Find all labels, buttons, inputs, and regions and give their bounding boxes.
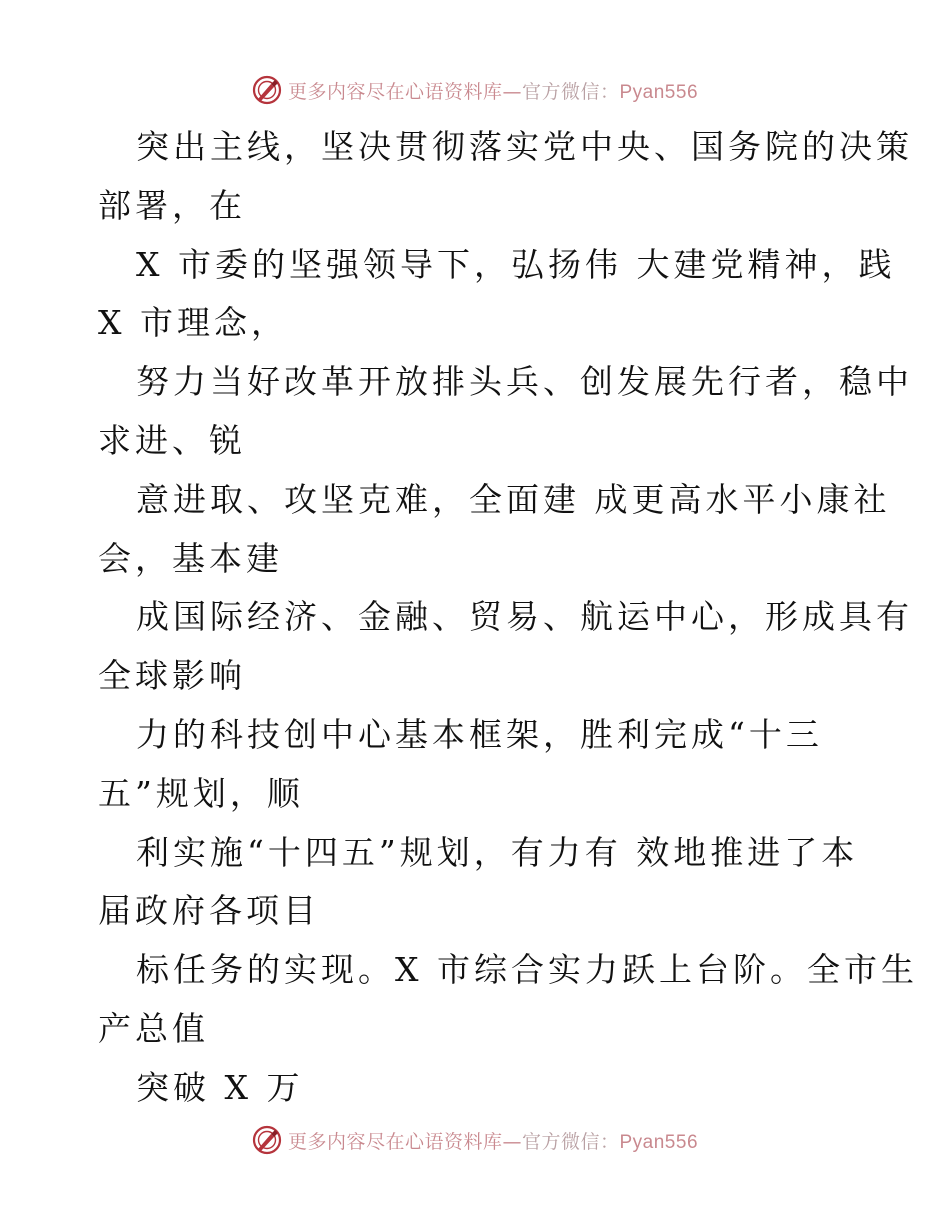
text-line: 会，基本建 xyxy=(98,538,283,578)
text-line: 求进、锐 xyxy=(98,420,246,460)
pen-logo-icon xyxy=(252,1125,282,1155)
text-line: 力的科技创中心基本框架，胜利完成“十三 xyxy=(136,714,823,754)
watermark-main: 更多内容尽在心语资料库 xyxy=(287,1130,503,1153)
watermark-separator: — xyxy=(502,80,522,103)
watermark-wechat-id: Pyan556 xyxy=(619,81,699,103)
watermark-wechat-id: Pyan556 xyxy=(619,1131,699,1153)
text-line: 利实施“十四五”规划，有力有 效地推进了本 xyxy=(136,832,859,872)
pen-logo-icon xyxy=(252,75,282,105)
text-line: 突破 X 万 xyxy=(136,1067,304,1107)
watermark-separator: — xyxy=(502,1130,522,1153)
text-line: 届政府各项目 xyxy=(98,891,320,931)
text-line: 意进取、攻坚克难，全面建 成更高水平小康社 xyxy=(136,479,891,519)
watermark-official-label: 官方微信： xyxy=(521,80,620,103)
text-line: 五”规划，顺 xyxy=(98,773,304,813)
watermark-main: 更多内容尽在心语资料库 xyxy=(287,80,503,103)
watermark-text xyxy=(288,77,698,104)
watermark-official-label: 官方微信： xyxy=(521,1130,620,1153)
watermark-text xyxy=(288,1127,698,1154)
text-line: 成国际经济、金融、贸易、航运中心，形成具有 xyxy=(136,597,913,637)
text-line: 部署，在 xyxy=(98,185,246,225)
text-line: 产总值 xyxy=(98,1008,209,1048)
text-line: 突出主线，坚决贯彻落实党中央、国务院的决策 xyxy=(136,127,913,166)
text-line: 努力当好改革开放排头兵、创发展先行者，稳中 xyxy=(136,362,913,402)
watermark-footer xyxy=(0,1122,950,1158)
watermark-header xyxy=(0,72,950,108)
document-body xyxy=(98,118,918,1118)
text-line: X 市委的坚强领导下，弘扬伟 大建党精神，践 xyxy=(136,244,896,284)
text-line: 标任务的实现。X 市综合实力跃上台阶。全市生 xyxy=(136,950,918,990)
text-line: 全球影响 xyxy=(98,656,246,696)
text-line: X 市理念， xyxy=(98,303,288,343)
